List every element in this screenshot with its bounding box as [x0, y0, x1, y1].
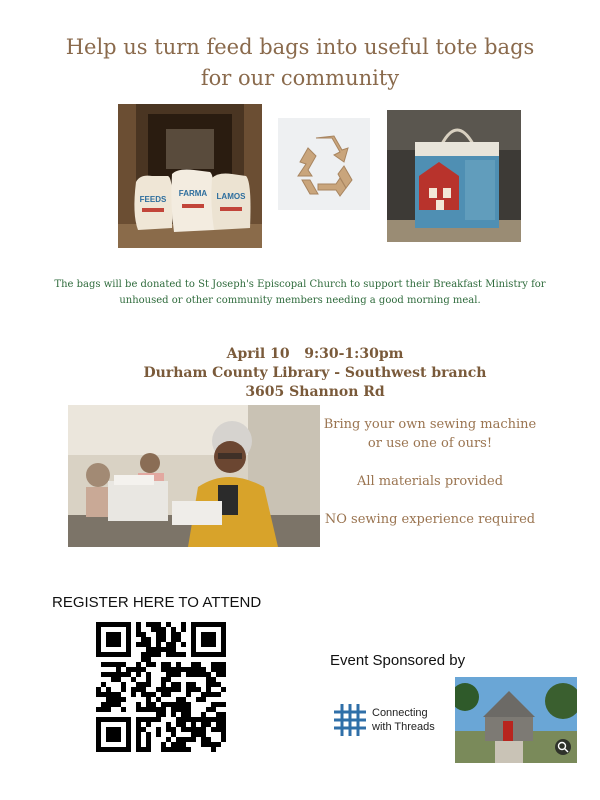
register-label: REGISTER HERE TO ATTEND [52, 594, 262, 611]
details-block [320, 415, 540, 453]
feed-bag-label-3: LAMOS [216, 192, 246, 201]
donation-text [0, 277, 600, 309]
event-address: 3605 Shannon Rd [245, 384, 385, 400]
materials-text: All materials provided [356, 474, 504, 489]
donation-line-2: unhoused or other community members needing a good morning meal. [119, 295, 481, 306]
sponsor-logo[interactable] [330, 700, 454, 740]
event-datetime: April 10 9:30-1:30pm [226, 346, 404, 362]
recycle-icon [278, 118, 370, 210]
feed-bags-photo [118, 104, 262, 248]
event-info [0, 345, 600, 402]
experience-text: NO sewing experience required [324, 512, 536, 527]
feed-bag-label-1: FEEDS [139, 195, 167, 204]
title-line-2: for our community [200, 66, 400, 90]
event-location: Durham County Library - Southwest branch [143, 365, 487, 381]
title-line-1: Help us turn feed bags into useful tote bags [65, 35, 535, 59]
sponsor-logo-text [372, 706, 435, 734]
qr-code-graphic [96, 622, 226, 752]
feed-bag-label-2: FARMA [178, 189, 208, 198]
sponsor-label: Event Sponsored by [330, 652, 466, 669]
page-title [0, 32, 600, 94]
tote-bag-photo [387, 110, 521, 242]
qr-code[interactable] [96, 622, 226, 752]
bring-machine-line-1: Bring your own sewing machine [323, 417, 537, 432]
church-photo[interactable] [455, 677, 577, 763]
bring-machine-line-2: or use one of ours! [367, 436, 493, 451]
threads-logo-icon [330, 700, 370, 740]
sponsor-logo-line-2: with Threads [372, 721, 435, 733]
sponsor-logo-line-1: Connecting [372, 707, 428, 719]
sewing-photo [68, 405, 320, 547]
donation-line-1: The bags will be donated to St Joseph's Episcopal Church to support their Breakfast Ministry for [54, 279, 546, 290]
